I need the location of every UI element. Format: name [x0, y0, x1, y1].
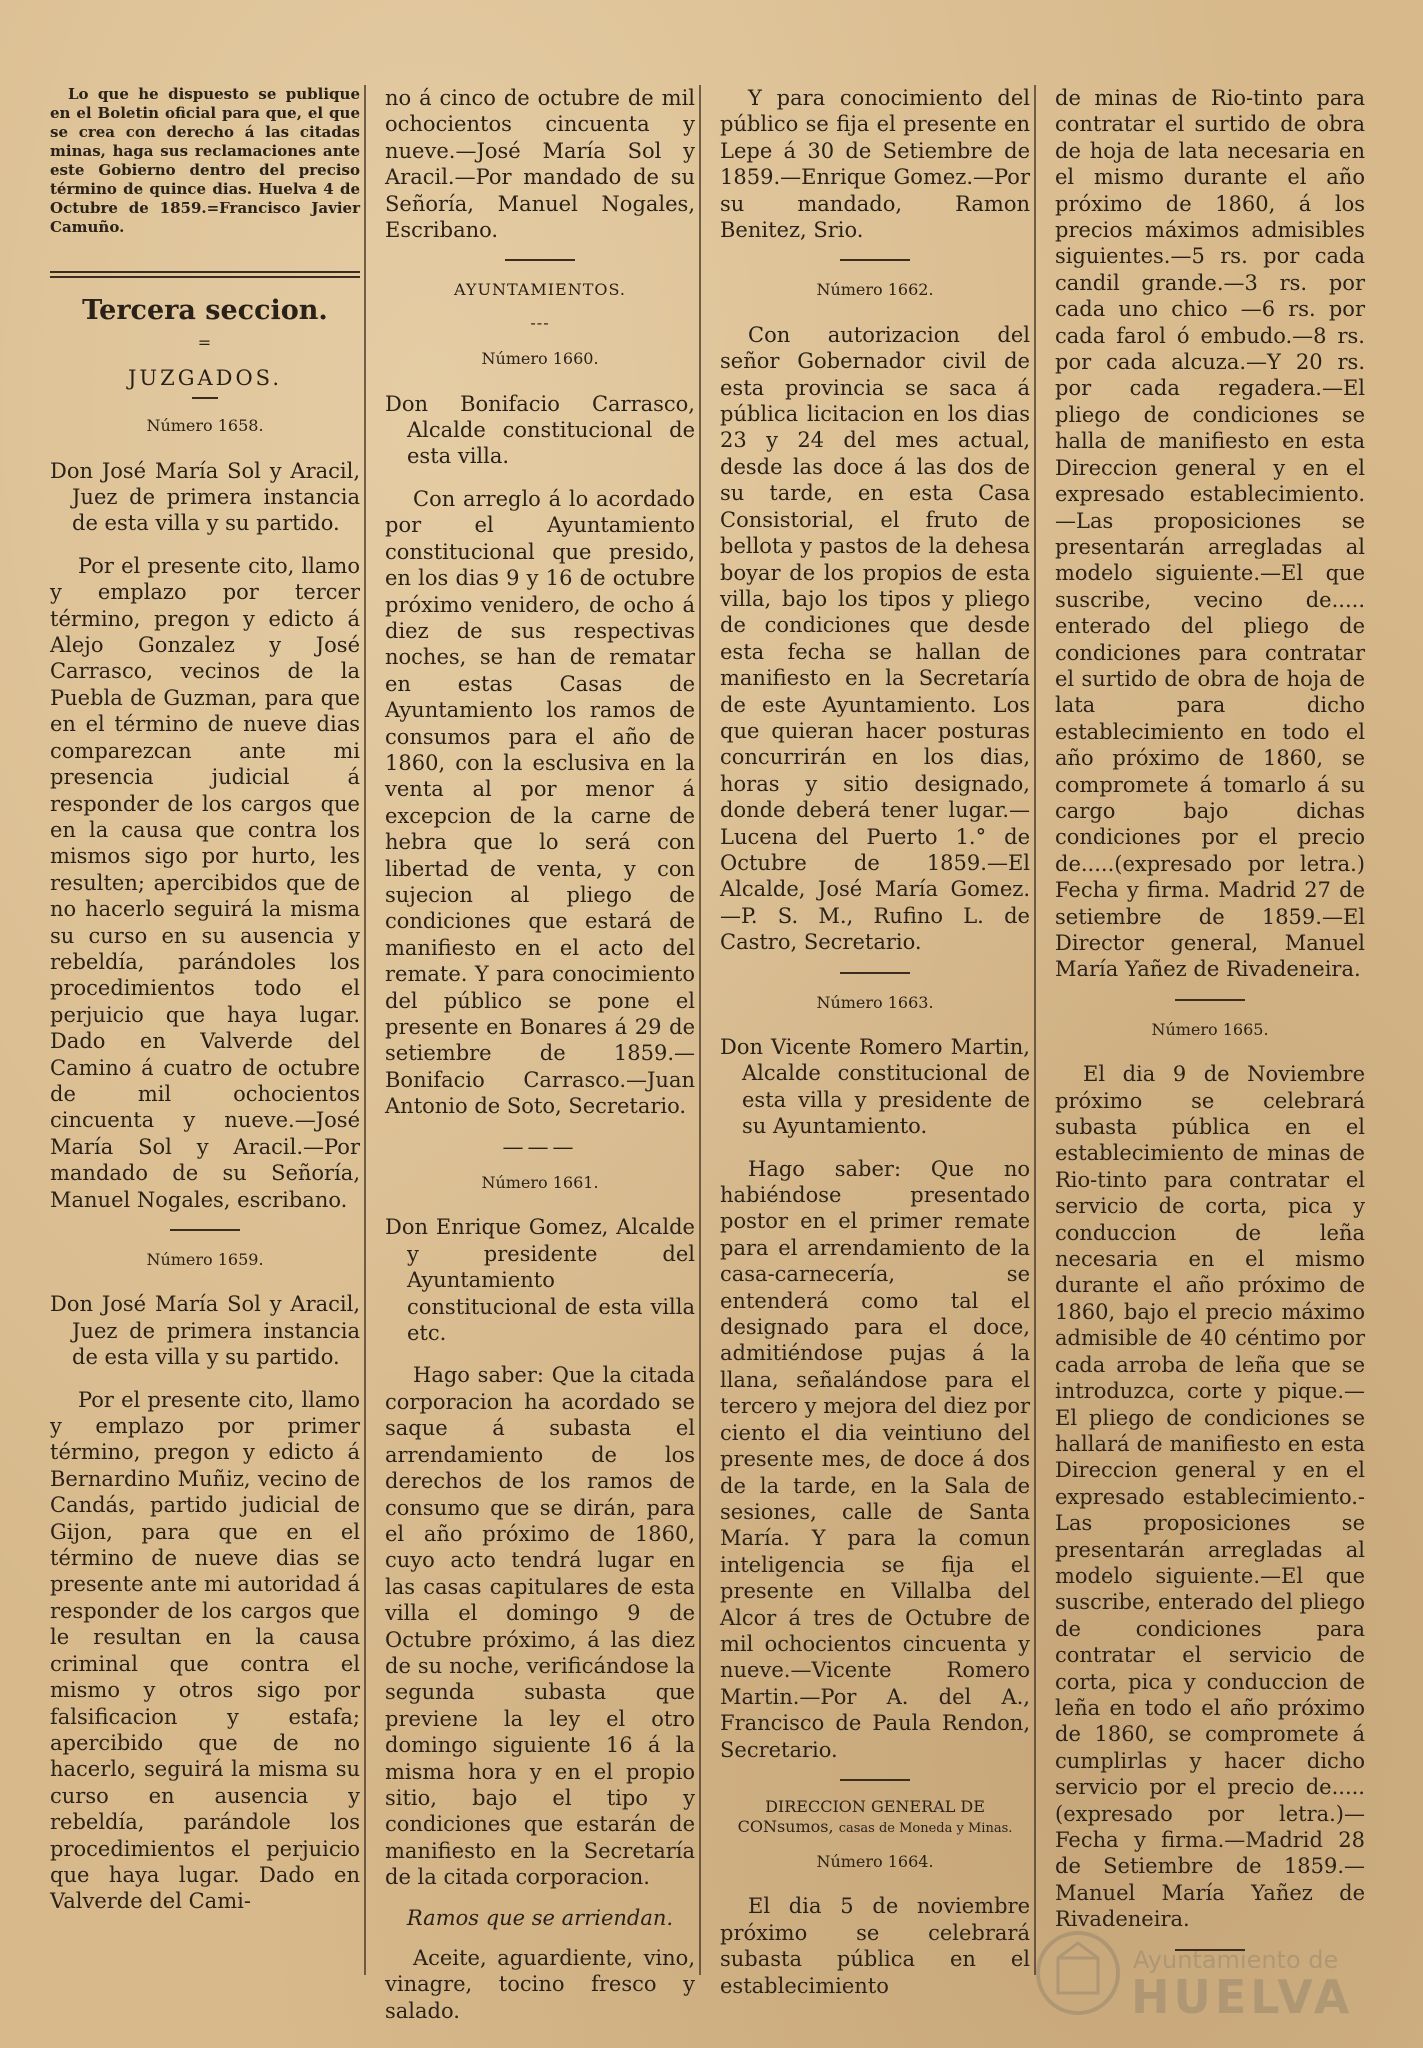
notice-number: Número 1659.	[146, 1250, 264, 1269]
notice-number: Número 1663.	[816, 992, 934, 1012]
direction-title: DIRECCION GENERAL DE CONsumos,	[737, 1796, 985, 1836]
notice-body: Con autorizacion del señor Gobernador civil de esta provincia se saca á pública licitacion en los dias 23 y 24 del mes actual, desde las doce á las dos de su tarde, en esta Casa Consistorial, el fruto de bellota y pastos de la dehesa boyar de los propios de esta villa, bajo los tipos y pliego de condiciones que desde esta fecha se hallan de manifiesto en la Secretaría de este Ayuntamiento. Los que quieran hacer posturas concurrirán en los dias, horas y sitio designado, donde deberá tener lugar.—Lucena del Puerto 1.° de Octubre de 1859.—El Alcalde, José María Gomez.—P. S. M., Rufino L. de Castro, Secretario.	[720, 322, 1030, 955]
column-rule	[699, 85, 701, 1975]
watermark-line-1: Ayuntamiento de	[1133, 1946, 1339, 1974]
notice-heading: Don José María Sol y Aracil, Juez de primera instancia de esta villa y su partido.	[50, 458, 360, 536]
city-seal-icon	[1033, 1928, 1123, 2018]
column-rule	[364, 85, 366, 1975]
direction-subtitle: casas de Moneda y Minas.	[838, 1820, 1013, 1836]
separator-rule	[505, 259, 575, 261]
notice-body: El dia 5 de noviembre próximo se celebrará subasta pública en el establecimiento	[720, 1894, 1030, 1998]
newspaper-page	[50, 85, 1370, 2023]
notice-heading: Don Vicente Romero Martin, Alcalde constitucional de esta villa y presidente de su Ayuntamiento.	[720, 1035, 1030, 1139]
separator-dashes: ———	[502, 1134, 578, 1159]
archive-watermark	[1023, 1918, 1353, 2028]
separator-rule	[840, 972, 910, 974]
notice-number: Número 1665.	[1151, 1019, 1269, 1039]
notice-body: Por el presente cito, llamo y emplazo por primer término, pregon y edicto á Bernardino Muñiz, vecino de Candás, partido judicial de Gijon, para que en el término de nueve dias se presente ante mi autoridad á responder de los cargos que le resultan en la causa criminal que contra el mismo y otros sigo por falsificacion y estafa; apercibido que de no hacerlo, seguirá la misma su curso en ausencia y rebeldía, parándole los procedimientos el perjuicio que haya lugar. Dado en Valverde del Cami-	[50, 1387, 360, 1914]
separator-rule	[170, 1229, 240, 1231]
section-divider	[50, 271, 360, 278]
notice-number: Número 1662.	[816, 280, 934, 300]
column-1	[50, 85, 360, 1975]
subsection-mark: ---	[530, 312, 550, 332]
column-3	[720, 85, 1030, 1998]
notice-heading: Don Bonifacio Carrasco, Alcalde constitucional de esta villa.	[385, 391, 695, 469]
column-4	[1055, 85, 1365, 1975]
notice-block	[50, 85, 360, 237]
notice-heading: Don Enrique Gomez, Alcalde y presidente del Ayuntamiento constitucional de esta villa etc.	[385, 1215, 695, 1346]
subsection-rule	[192, 397, 218, 399]
separator-rule	[840, 259, 910, 261]
notice-number: Número 1660.	[481, 349, 599, 369]
notice-continuation: no á cinco de octubre de mil ochocientos cincuenta y nueve.—José María Sol y Aracil.—Por mandado de su Señoría, Manuel Nogales, Escribano.	[385, 86, 695, 243]
subsection-title: AYUNTAMIENTOS.	[454, 280, 626, 300]
ramos-heading: Ramos que se arriendan.	[406, 1905, 674, 1930]
notice-heading: Don José María Sol y Aracil, Juez de primera instancia de esta villa y su partido.	[50, 1292, 360, 1370]
section-title: Tercera seccion.	[82, 295, 328, 326]
notice-number: Número 1661.	[481, 1173, 599, 1193]
direction-heading	[720, 1797, 1030, 1839]
notice-body: Hago saber: Que no habiéndose presentado postor en el primer remate para el arrendamiento de la casa-carnecería, se entenderá como tal el designado para el doce, admitiéndose pujas á la llana, señalándose para el tercero y mejora del diez por ciento el dia veintiuno del presente mes, de doce á dos de la tarde, en la Sala de sesiones, calle de Santa María. Y para la comun inteligencia se fija el presente en Villalba del Alcor á tres de Octubre de mil ochocientos cincuenta y nueve.—Vicente Romero Martin.—Por A. del A., Francisco de Paula Rendon, Secretario.	[720, 1156, 1030, 1762]
column-2	[385, 85, 695, 2023]
notice-body: El dia 9 de Noviembre próximo se celebrará subasta pública en el establecimiento de minas de Rio-tinto para contratar el servicio de corta, pica y conduccion de leña necesaria en el mismo durante el año próximo de 1860, bajo el precio máximo admisible de 40 céntimo por cada arroba de leña que se introduzca, corte y pique.—El pliego de condiciones se hallará de manifiesto en esta Direccion general y en el expresado establecimiento.-Las proposiciones se presentarán arregladas al modelo siguiente.—El que suscribe, enterado del pliego de condiciones para contratar el servicio de corta, pica y conduccion de leña en todo el año próximo de 1860, se compromete á cumplirlas y hacer dicho servicio por el precio de..... (expresado por letra.)—Fecha y firma.—Madrid 28 de Setiembre de 1859.—Manuel María Yañez de Rivadeneira.	[1055, 1062, 1365, 1932]
separator-rule	[840, 1779, 910, 1781]
notice-continuation: de minas de Rio-tinto para contratar el surtido de obra de hoja de lata necesaria en el mismo durante el año próximo de 1860, á los precios máximos admisibles siguientes.—5 rs. por cada candil grande.—3 rs. por cada uno chico —6 rs. por cada farol ó embudo.—8 rs. por cada alcuza.—Y 20 rs. por cada regadera.—El pliego de condiciones se halla de manifiesto en esta Direccion general y en el expresado establecimiento.—Las proposiciones se presentarán arregladas al modelo siguiente.—El que suscribe, vecino de..... enterado del pliego de condiciones para contratar el surtido de obra de hoja de lata para dicho establecimiento en todo el año próximo de 1860, se compromete á tomarlo á su cargo bajo dichas condiciones por el precio de.....(expresado por letra.) Fecha y firma. Madrid 27 de setiembre de 1859.—El Director general, Manuel María Yañez de Rivadeneira.	[1055, 86, 1365, 982]
subsection-title: JUZGADOS.	[127, 365, 282, 390]
watermark-line-2: HUELVA	[1131, 1970, 1354, 2024]
notice-text: Lo que he dispuesto se publique en el Boletin oficial para que, el que se crea con derecho á las citadas minas, haga sus reclamaciones ante este Gobierno dentro del preciso término de quince dias. Huelva 4 de Octubre de 1859.=Francisco Javier Camuño.	[50, 85, 360, 236]
notice-body: Con arreglo á lo acordado por el Ayuntamiento constitucional que presido, en los dias 9 y 16 de octubre próximo venidero, de ocho á diez de sus respectivas noches, se han de rematar en estas Casas de Ayuntamiento los ramos de consumos para el año de 1860, con la esclusiva en la venta al por menor á excepcion de la carne de hebra que lo será con libertad de venta, y con sujecion al pliego de condiciones que estará de manifiesto en el acto del remate. Y para conocimiento del público se pone el presente en Bonares á 29 de setiembre de 1859.—Bonifacio Carrasco.—Juan Antonio de Soto, Secretario.	[385, 486, 695, 1119]
notice-number: Número 1658.	[146, 416, 264, 436]
column-rule	[1034, 85, 1036, 1975]
notice-continuation: Y para conocimiento del público se fija el presente en Lepe á 30 de Setiembre de 1859.—Enrique Gomez.—Por su mandado, Ramon Benitez, Srio.	[720, 86, 1030, 243]
section-mark: =	[197, 333, 213, 353]
notice-body: Hago saber: Que la citada corporacion ha acordado se saque á subasta el arrendamiento de los derechos de los ramos de consumo que se dirán, para el año próximo de 1860, cuyo acto tendrá lugar en las casas capitulares de esta villa el domingo 9 de Octubre próximo, á las diez de su noche, verificándose la segunda subasta que previene la ley el otro domingo siguiente 16 á la misma hora y en el propio sitio, bajo el tipo y condiciones que estarán de manifiesto en la Secretaría de la citada corporacion.	[385, 1363, 695, 1890]
ramos-list: Aceite, aguardiente, vino, vinagre, tocino fresco y salado.	[385, 1946, 695, 2023]
notice-body: Por el presente cito, llamo y emplazo por tercer término, pregon y edicto á Alejo Gonzalez y José Carrasco, vecinos de la Puebla de Guzman, para que en el término de nueve dias comparezcan ante mi presencia judicial á responder de los cargos que en la causa que contra los mismos sigo por hurto, les resulten; apercibidos que de no hacerlo seguirá la misma su curso en su ausencia y rebeldía, parándoles los procedimientos todo el perjuicio que haya lugar. Dado en Valverde del Camino á cuatro de octubre de mil ochocientos cincuenta y nueve.—José María Sol y Aracil.—Por mandado de su Señoría, Manuel Nogales, escribano.	[50, 553, 360, 1212]
separator-rule	[1175, 999, 1245, 1001]
notice-number: Número 1664.	[816, 1851, 934, 1871]
